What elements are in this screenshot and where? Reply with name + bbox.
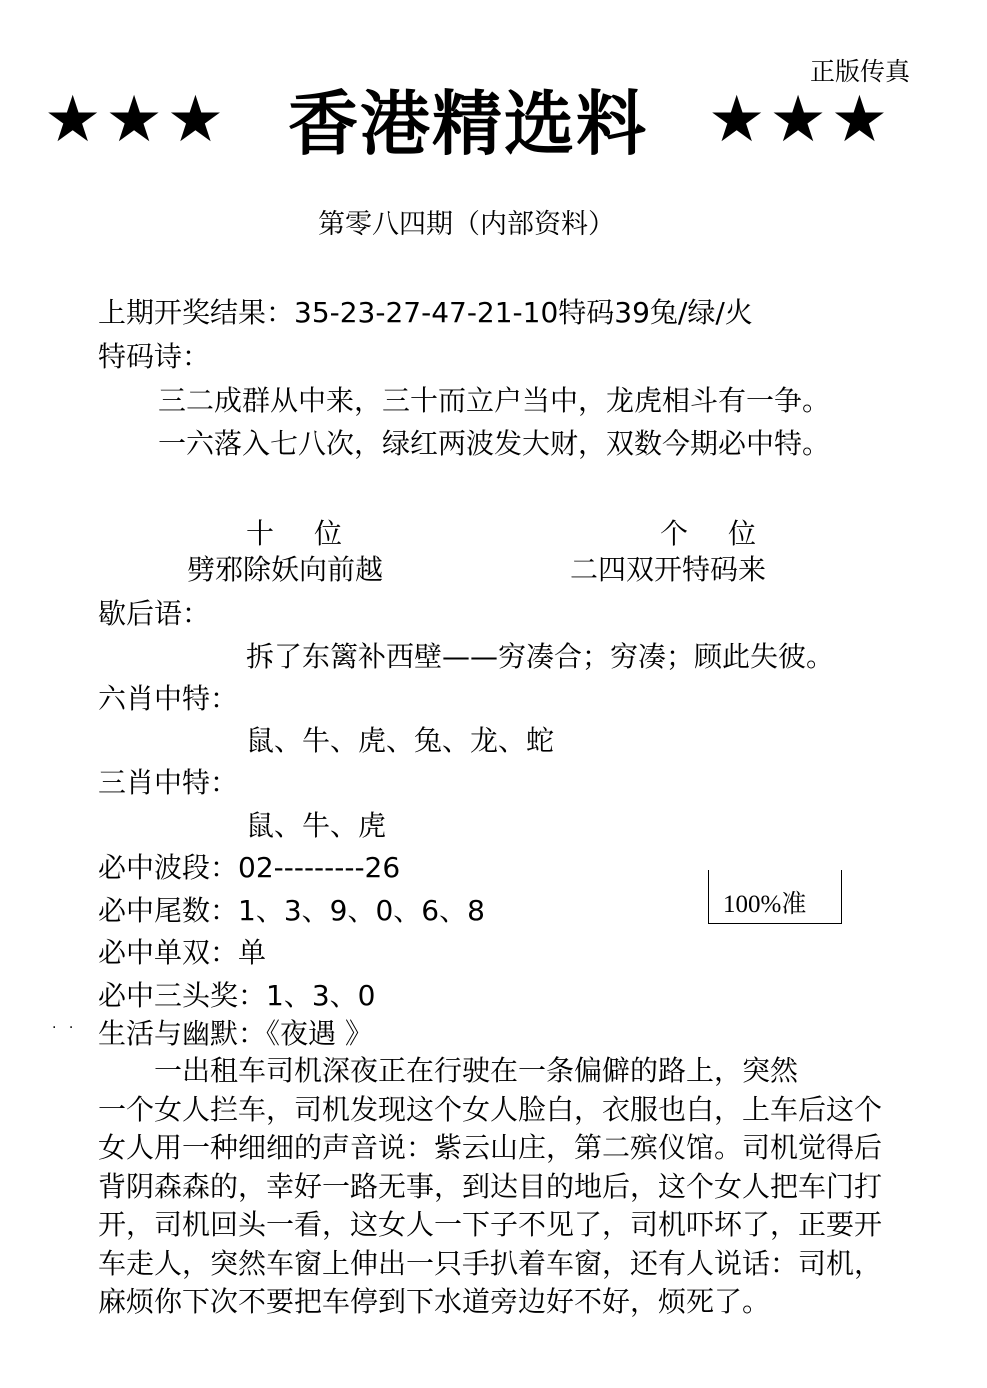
story-line: 开，司机回头一看，这女人一下子不见了，司机吓坏了，正要开 (98, 1208, 883, 1241)
story-line: 一出租车司机深夜正在行驶在一条偏僻的路上，突然 (98, 1054, 799, 1087)
poem-label: 特码诗： (98, 340, 211, 373)
last-draw-result: 上期开奖结果：35-23-27-47-21-10特码39兔/绿/火 (98, 296, 753, 329)
idiom-text: 拆了东篱补西壁——穷凑合；穷凑；顾此失彼。 (246, 640, 835, 673)
story-line: 女人用一种细细的声音说：紫云山庄，第二殡仪馆。司机觉得后 (98, 1131, 883, 1164)
issue-number: 第零八四期（内部资料） (318, 209, 615, 240)
idiom-label: 歇后语： (98, 597, 211, 630)
corner-label: 正版传真 (810, 57, 911, 86)
tens-text: 劈邪除妖向前越 (187, 553, 384, 586)
story-line: 一个女人拦车，司机发现这个女人脸白，衣服也白，上车后这个 (98, 1092, 883, 1126)
story-heading: 生活与幽默：《夜遇 》 (98, 1017, 373, 1050)
units-heading: 个位 (660, 517, 797, 550)
poem-line-2: 一六落入七八次，绿红两波发大财，双数今期必中特。 (158, 427, 831, 460)
three-zodiac-text: 鼠、牛、虎 (246, 809, 387, 842)
stray-dots: · · (52, 1020, 78, 1036)
units-text: 二四双开特码来 (570, 553, 767, 586)
poem-line-1: 三二成群从中来，三十而立户当中，龙虎相斗有一争。 (158, 384, 831, 417)
story-line: 麻烦你下次不要把车停到下水道旁边好不好，烦死了。 (98, 1285, 771, 1318)
six-zodiac-text: 鼠、牛、虎、兔、龙、蛇 (246, 724, 555, 757)
accuracy-stamp (708, 870, 842, 924)
three-zodiac-label: 三肖中特： (98, 766, 239, 799)
story-body (98, 1052, 883, 1322)
story-line: 背阴森森的，幸好一路无事，到达目的地后，这个女人把车门打 (98, 1169, 883, 1203)
tens-heading: 十位 (246, 517, 383, 550)
accuracy-stamp-text: 100%准 (723, 891, 807, 918)
page-title: 香港精选料 (288, 83, 648, 165)
pick-wave-range: 必中波段：02---------26 (98, 851, 401, 884)
pick-tail-numbers: 必中尾数：1、3、9、0、6、8 (98, 894, 485, 927)
stars-right: ★★★ (708, 83, 893, 157)
story-line: 车走人，突然车窗上伸出一只手扒着车窗，还有人说话：司机， (98, 1246, 883, 1280)
stars-left: ★★★ (44, 83, 229, 157)
pick-odd-even: 必中单双：单 (98, 936, 267, 969)
pick-head-numbers: 必中三头奖：1、3、0 (98, 979, 376, 1012)
six-zodiac-label: 六肖中特： (98, 682, 239, 715)
